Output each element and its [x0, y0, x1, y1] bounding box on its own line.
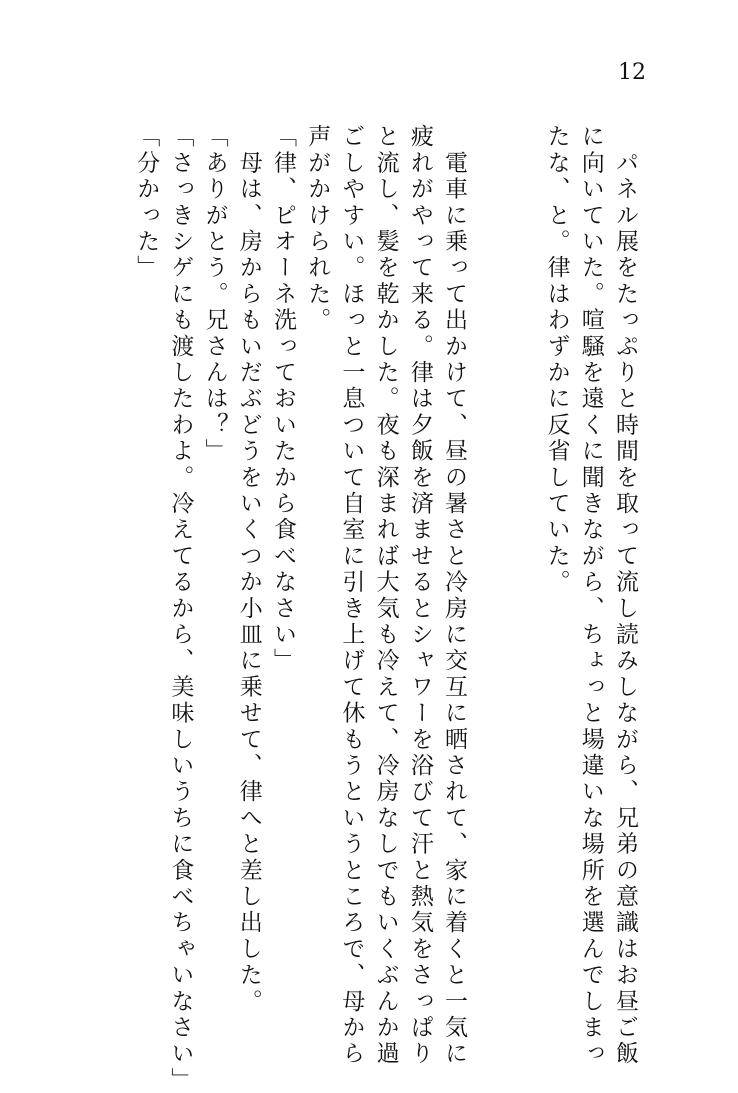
text-line: に向いていた。喧騒を遠くに聞きながら、ちょっと場違いな場所を選んでしまっ: [577, 124, 604, 1068]
text-line: 「分かった」: [133, 124, 160, 282]
text-line: 声がかけられた。: [304, 124, 331, 334]
body-text: [129, 124, 642, 1093]
text-line: 疲れがやって来る。律は夕飯を済ませるとシャワーを浴びて汗と熱気をさっぱり: [406, 124, 433, 1068]
text-line: 「律、ピオーネ洗っておいたから食べなさい」: [270, 124, 296, 675]
text-line: パネル展をたっぷりと時間を取って流し読みしながら、兄弟の意識はお昼ご飯: [612, 124, 638, 1068]
page-number: 12: [618, 60, 646, 85]
text-line: と流し、髪を乾かした。夜も深まれば大気も冷えて、冷房なしでもいくぶんか過: [372, 124, 399, 1068]
blank-line: [505, 124, 539, 924]
text-line: たな、と。律はわずかに反省していた。: [543, 124, 570, 596]
text-line: 母は、房からもいだぶどうをいくつか小皿に乗せて、律へと差し出した。: [235, 124, 262, 1015]
blank-line: [471, 124, 505, 924]
text-line: ごしやすい。ほっと一息ついて自室に引き上げて休もうというところで、母から: [338, 124, 365, 1068]
text-line: 「さっきシゲにも渡したわよ。冷えてるから、美味しいうちに食べちゃいなさい」: [167, 124, 194, 1093]
text-line: 「ありがとう。兄さんは？」: [201, 124, 228, 465]
text-line: 電車に乗って出かけて、昼の暑さと冷房に交互に晒されて、家に着くと一気に: [441, 124, 468, 1068]
